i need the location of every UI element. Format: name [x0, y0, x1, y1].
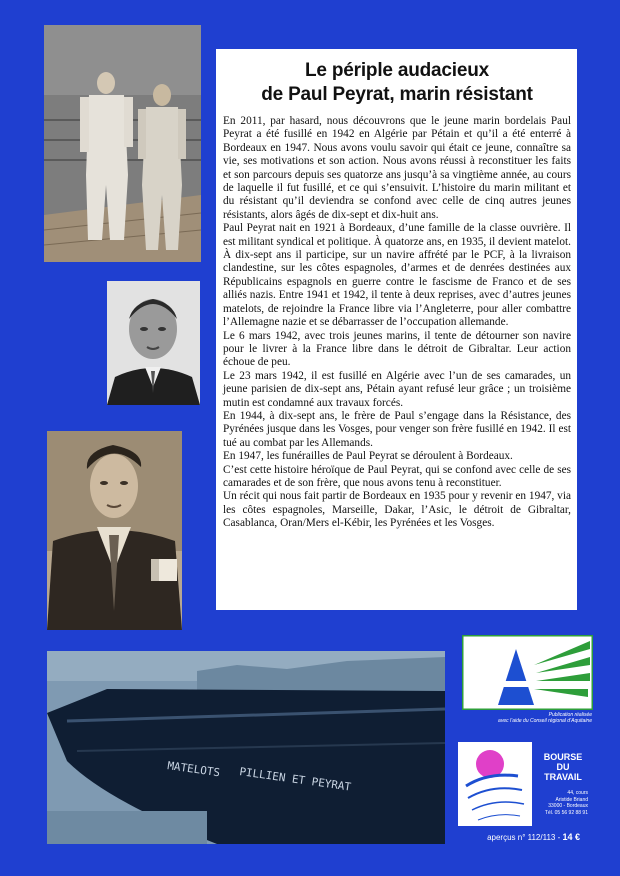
- bourse-title-line2: DU: [556, 762, 570, 772]
- article-paragraph: Le 23 mars 1942, il est fusillé en Algérie avec l’un de ses camarades, un jeune parisien de dix-sept ans, Pétain ayant refusé leur grâce ; un troisième mutin est condamné aux travaux forcés.: [223, 369, 571, 409]
- footer-issue-price: [468, 832, 580, 842]
- bourse-title: [536, 752, 590, 782]
- article-paragraph: En 1947, les funérailles de Paul Peyrat se déroulent à Bordeaux.: [223, 450, 513, 463]
- address-line4: Tél. 05 56 92 88 91: [544, 809, 588, 816]
- photo-portrait-man: [107, 281, 200, 405]
- article-panel: [216, 49, 577, 610]
- article-title: [223, 59, 571, 107]
- publication-credit: [452, 712, 592, 724]
- article-paragraph: Paul Peyrat nait en 1921 à Bordeaux, d’une famille de la classe ouvrière. Il est militant syndical et politique. À quatorze ans, en 1935, il devient matelot. À dix-sept ans il participe, sur un navire affrété par le PCF, à la livraison clandestine, sur les côtes espagnoles, d’armes et de denrées destinées aux Républicains espagnols en guerre contre le fascisme de Franco et de ses alliés nazis. Entre 1941 et 1942, il tente à deux reprises, avec d’autres jeunes matelots, de rejoindre la France libre via l’Angleterre, pour aller combattre l’Allemagne nazie et se débarrasser de l’occupation allemande.: [223, 222, 571, 329]
- bourse-title-line3: TRAVAIL: [544, 772, 582, 782]
- address-line3: 33000 - Bordeaux: [548, 803, 588, 809]
- photo-ship-hull: [47, 651, 445, 844]
- credit-line2: avec l’aide du Conseil régional d’Aquitaine: [498, 718, 592, 724]
- ship-hull-text-line1: MATELOTS: [166, 759, 221, 780]
- article-paragraph: C’est cette histoire héroïque de Paul Peyrat, qui se confond avec celle de ses camarades et de son frère, que nous avons tenu à reconstituer.: [223, 463, 571, 489]
- aquitaine-region-logo: [462, 635, 593, 710]
- address-line1: 44, cours: [567, 790, 588, 796]
- article-title-line1: Le périple audacieux: [305, 60, 489, 81]
- article-paragraph: En 2011, par hasard, nous découvrons que le jeune marin bordelais Paul Peyrat a été fusillé en 1942 en Algérie par Pétain et qu’il a été enterré à Bordeaux en 1947. Nous avons voulu savoir qui était ce jeune, connaître sa vie, ses motivations et son action. Nous avons réussi à reconstituer les faits et son parcours depuis ses quatorze ans jusqu’à sa vingtième année, au cours de laquelle il fut fusillé, et ce qui s’ensuivit. L’histoire du marin militant et du résistant qu’il deviendra se confond avec celle de cinq autres jeunes résistants, alors âgés de dix-sept et dix-huit ans.: [223, 115, 571, 221]
- article-paragraph: Un récit qui nous fait partir de Bordeaux en 1935 pour y revenir en 1947, via les côtes espagnoles, Marseille, Dakar, l’Asic, le détroit de Gibraltar, Casablanca, Oran/Mers el-Kébir, les Pyrénées et les Vosges.: [223, 490, 571, 530]
- price: 14 €: [562, 832, 580, 842]
- bourse-address: [530, 790, 588, 816]
- bourse-title-line1: BOURSE: [543, 752, 583, 762]
- issue-number: aperçus n° 112/113 -: [487, 833, 561, 842]
- ship-hull-text-line2: PILLIEN ET PEYRAT: [238, 765, 352, 794]
- photo-two-sailors: [44, 25, 201, 262]
- address-line2: Aristide Briand: [555, 796, 588, 803]
- bourse-du-travail-logo: [458, 742, 532, 826]
- credit-line1: Publication réalisée: [548, 712, 592, 718]
- photo-portrait-young-man: [47, 431, 182, 630]
- article-paragraph: En 1944, à dix-sept ans, le frère de Paul s’engage dans la Résistance, des Pyrénées jusque dans les Vosges, pour venger son frère fusillé en 1942. Il est tué au combat par les Allemands.: [223, 409, 571, 449]
- article-title-line2: de Paul Peyrat, marin résistant: [261, 84, 533, 105]
- article-paragraph: Le 6 mars 1942, avec trois jeunes marins, il tente de détourner son navire pour le livrer à la France libre dans le détroit de Gibraltar. Leur action échoue de peu.: [223, 329, 571, 369]
